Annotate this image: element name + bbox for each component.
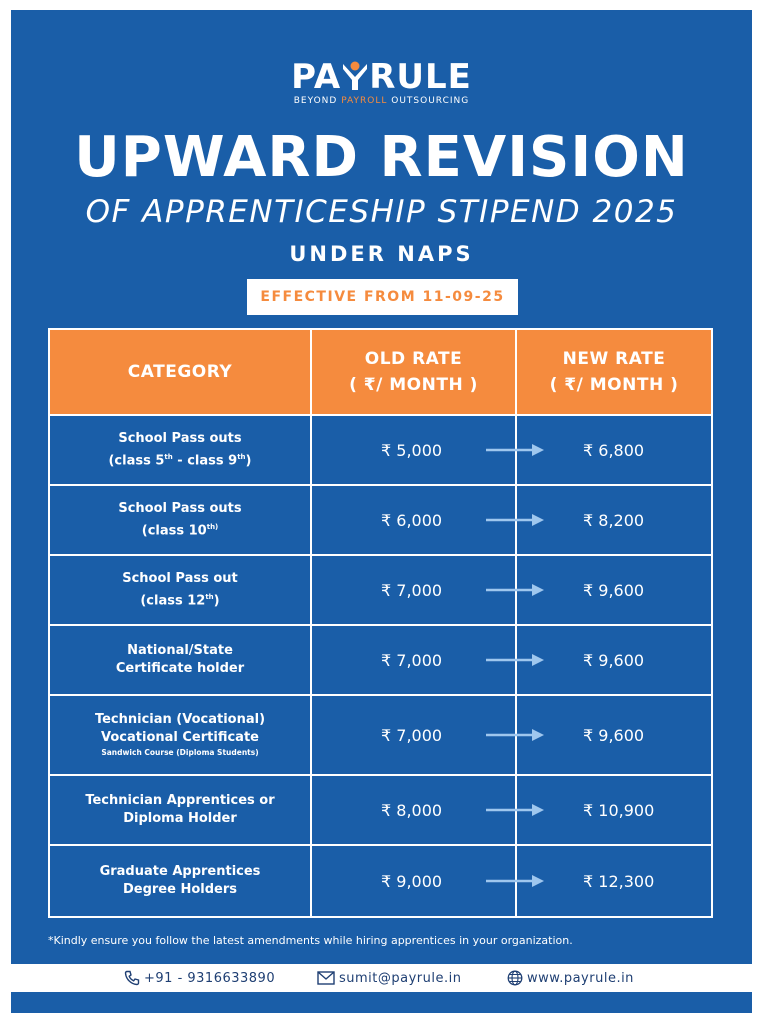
new-rate-cell: ₹ 9,600: [583, 580, 645, 600]
table-row: [50, 776, 711, 846]
arrow-right-icon: [486, 874, 544, 888]
table-row: [50, 556, 711, 626]
arrow-right-icon: [486, 443, 544, 457]
old-rate-cell: ₹ 8,000: [312, 776, 517, 844]
category-cell: School Pass outs (class 5th - class 9th): [50, 416, 312, 484]
header-old-rate: OLD RATE ( ₹/ MONTH ): [312, 330, 517, 414]
globe-icon: [507, 970, 523, 986]
old-rate-cell: ₹ 5,000: [312, 416, 517, 484]
table-header: [50, 330, 711, 416]
arrow-right-icon: [486, 803, 544, 817]
arrow-right-icon: [486, 513, 544, 527]
table-row: [50, 696, 711, 776]
footnote: *Kindly ensure you follow the latest amendments while hiring apprentices in your organization.: [48, 934, 573, 947]
old-rate-cell: ₹ 7,000: [312, 626, 517, 694]
logo-word-b: RULE: [369, 57, 472, 97]
naps-label: UNDER NAPS: [289, 242, 474, 266]
mail-icon: [317, 971, 335, 985]
contact-email[interactable]: sumit@payrule.in: [317, 964, 461, 992]
category-cell: Graduate Apprentices Degree Holders: [50, 846, 312, 916]
new-rate-cell: ₹ 6,800: [583, 440, 645, 460]
stipend-table: [48, 328, 713, 918]
effective-date-badge: EFFECTIVE FROM 11-09-25: [247, 279, 518, 315]
old-rate-cell: ₹ 7,000: [312, 556, 517, 624]
logo-wordmark: [11, 58, 752, 96]
logo-tagline: BEYOND PAYROLL OUTSOURCING: [293, 96, 470, 106]
payrule-logo: [11, 58, 752, 106]
old-rate-cell: ₹ 9,000: [312, 846, 517, 916]
arrow-right-icon: [486, 653, 544, 667]
arrow-right-icon: [486, 728, 544, 742]
poster: [11, 10, 752, 1013]
table-row: [50, 486, 711, 556]
table-row: [50, 846, 711, 916]
contact-website[interactable]: www.payrule.in: [507, 964, 634, 992]
category-cell: Technician Apprentices or Diploma Holder: [50, 776, 312, 844]
category-cell: School Pass outs (class $10^{th)}$: [50, 486, 312, 554]
category-cell: Technician (Vocational) Vocational Certificate Sandwich Course (Diploma Students): [50, 696, 312, 774]
new-rate-cell: ₹ 8,200: [583, 510, 645, 530]
subtitle: OF APPRENTICESHIP STIPEND 2025: [85, 194, 678, 230]
person-y-icon: [342, 61, 368, 91]
header-new-rate: NEW RATE ( ₹/ MONTH ): [549, 349, 679, 395]
arrow-right-icon: [486, 583, 544, 597]
old-rate-cell: ₹ 6,000: [312, 486, 517, 554]
contact-phone[interactable]: +91 - 9316633890: [124, 964, 275, 992]
main-title: UPWARD REVISION: [74, 125, 689, 190]
category-cell: National/State Certificate holder: [50, 626, 312, 694]
header-category: CATEGORY: [50, 330, 312, 414]
category-cell: School Pass out (class 12th): [50, 556, 312, 624]
new-rate-cell: ₹ 9,600: [583, 650, 645, 670]
new-rate-cell: ₹ 12,300: [583, 871, 655, 891]
new-rate-cell: ₹ 9,600: [583, 725, 645, 745]
phone-icon: [124, 970, 140, 986]
logo-word-a: PA: [291, 57, 342, 97]
table-row: [50, 626, 711, 696]
new-rate-cell: ₹ 10,900: [583, 800, 655, 820]
table-row: [50, 416, 711, 486]
old-rate-cell: ₹ 7,000: [312, 696, 517, 774]
